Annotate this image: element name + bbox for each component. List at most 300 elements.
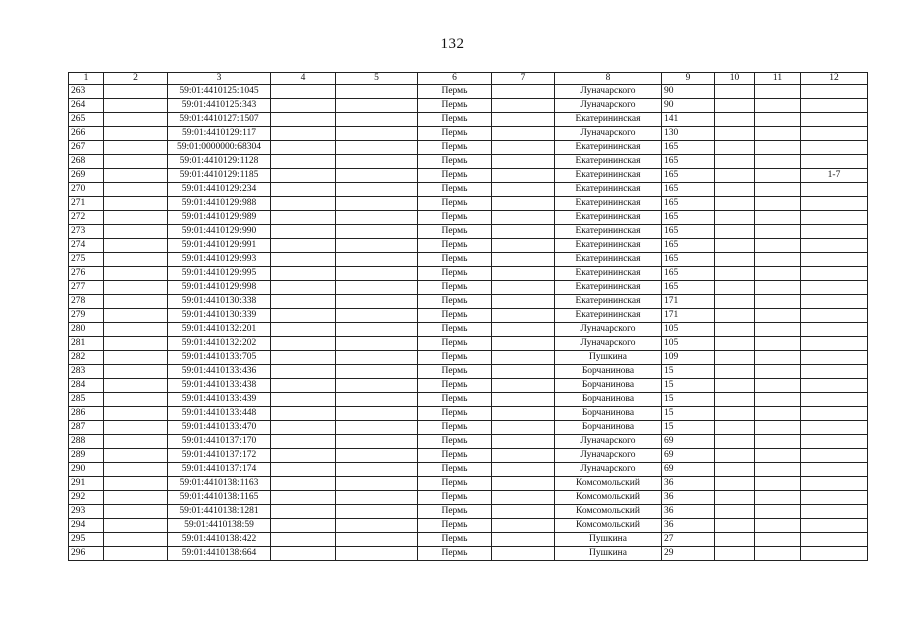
cell-col-11 — [755, 463, 801, 477]
cell-col-2 — [104, 393, 168, 407]
column-header-5: 5 — [336, 73, 418, 85]
cell-col-11 — [755, 169, 801, 183]
cell-col-2 — [104, 183, 168, 197]
cell-col-9: 15 — [662, 379, 715, 393]
table-row — [69, 99, 868, 113]
cell-col-5 — [336, 113, 418, 127]
cell-col-2 — [104, 141, 168, 155]
cell-col-7 — [492, 491, 555, 505]
cell-col-7 — [492, 211, 555, 225]
cell-col-6: Пермь — [418, 477, 492, 491]
table-row — [69, 225, 868, 239]
cell-col-3: 59:01:4410129:990 — [168, 225, 271, 239]
cell-col-12 — [801, 533, 868, 547]
cell-col-2 — [104, 533, 168, 547]
cell-col-8: Пушкина — [555, 351, 662, 365]
cell-col-7 — [492, 323, 555, 337]
cell-col-2 — [104, 407, 168, 421]
cell-col-6: Пермь — [418, 155, 492, 169]
cell-col-1: 277 — [69, 281, 104, 295]
cell-col-5 — [336, 505, 418, 519]
cell-col-12 — [801, 155, 868, 169]
cell-col-10 — [715, 183, 755, 197]
cell-col-6: Пермь — [418, 239, 492, 253]
cell-col-1: 294 — [69, 519, 104, 533]
cell-col-9: 90 — [662, 99, 715, 113]
cell-col-11 — [755, 99, 801, 113]
cell-col-5 — [336, 435, 418, 449]
cell-col-6: Пермь — [418, 519, 492, 533]
cell-col-12 — [801, 141, 868, 155]
cell-col-10 — [715, 169, 755, 183]
cell-col-1: 273 — [69, 225, 104, 239]
cell-col-3: 59:01:4410133:448 — [168, 407, 271, 421]
cell-col-1: 293 — [69, 505, 104, 519]
cell-col-9: 15 — [662, 393, 715, 407]
cell-col-3: 59:01:4410132:201 — [168, 323, 271, 337]
cell-col-4 — [271, 547, 336, 561]
table-row — [69, 183, 868, 197]
cell-col-8: Пушкина — [555, 533, 662, 547]
table-row — [69, 309, 868, 323]
cell-col-4 — [271, 141, 336, 155]
cell-col-9: 165 — [662, 253, 715, 267]
cell-col-4 — [271, 85, 336, 99]
cell-col-12 — [801, 365, 868, 379]
cell-col-6: Пермь — [418, 309, 492, 323]
cell-col-10 — [715, 407, 755, 421]
cell-col-5 — [336, 547, 418, 561]
cell-col-3: 59:01:4410138:664 — [168, 547, 271, 561]
cell-col-1: 278 — [69, 295, 104, 309]
cell-col-2 — [104, 435, 168, 449]
table-row — [69, 281, 868, 295]
cell-col-1: 283 — [69, 365, 104, 379]
table-body — [69, 85, 868, 561]
cell-col-5 — [336, 533, 418, 547]
cell-col-3: 59:01:4410138:1165 — [168, 491, 271, 505]
table-row — [69, 379, 868, 393]
cell-col-9: 171 — [662, 309, 715, 323]
cell-col-5 — [336, 477, 418, 491]
cell-col-2 — [104, 267, 168, 281]
cell-col-3: 59:01:4410133:439 — [168, 393, 271, 407]
cell-col-1: 281 — [69, 337, 104, 351]
cell-col-6: Пермь — [418, 99, 492, 113]
cell-col-6: Пермь — [418, 337, 492, 351]
cell-col-9: 29 — [662, 547, 715, 561]
cell-col-3: 59:01:4410129:1185 — [168, 169, 271, 183]
cell-col-11 — [755, 421, 801, 435]
cell-col-4 — [271, 197, 336, 211]
cell-col-11 — [755, 211, 801, 225]
cell-col-8: Луначарского — [555, 99, 662, 113]
cell-col-1: 270 — [69, 183, 104, 197]
cell-col-4 — [271, 309, 336, 323]
cell-col-3: 59:01:4410129:991 — [168, 239, 271, 253]
cell-col-1: 290 — [69, 463, 104, 477]
cell-col-4 — [271, 211, 336, 225]
cell-col-12 — [801, 309, 868, 323]
registry-table — [68, 72, 868, 561]
cell-col-12 — [801, 393, 868, 407]
cell-col-6: Пермь — [418, 421, 492, 435]
cell-col-6: Пермь — [418, 253, 492, 267]
cell-col-5 — [336, 491, 418, 505]
cell-col-3: 59:01:4410138:422 — [168, 533, 271, 547]
cell-col-9: 36 — [662, 505, 715, 519]
table-row — [69, 295, 868, 309]
table-row — [69, 519, 868, 533]
table-row — [69, 421, 868, 435]
cell-col-12 — [801, 421, 868, 435]
cell-col-9: 109 — [662, 351, 715, 365]
cell-col-10 — [715, 533, 755, 547]
table-row — [69, 141, 868, 155]
cell-col-3: 59:01:4410138:1163 — [168, 477, 271, 491]
cell-col-1: 289 — [69, 449, 104, 463]
cell-col-10 — [715, 365, 755, 379]
cell-col-7 — [492, 141, 555, 155]
cell-col-6: Пермь — [418, 197, 492, 211]
cell-col-1: 280 — [69, 323, 104, 337]
table-row — [69, 211, 868, 225]
cell-col-12 — [801, 379, 868, 393]
cell-col-9: 171 — [662, 295, 715, 309]
cell-col-4 — [271, 435, 336, 449]
cell-col-6: Пермь — [418, 127, 492, 141]
cell-col-4 — [271, 281, 336, 295]
cell-col-12 — [801, 267, 868, 281]
cell-col-10 — [715, 351, 755, 365]
cell-col-2 — [104, 127, 168, 141]
cell-col-3: 59:01:4410129:993 — [168, 253, 271, 267]
cell-col-12 — [801, 113, 868, 127]
cell-col-10 — [715, 323, 755, 337]
cell-col-9: 15 — [662, 365, 715, 379]
cell-col-12 — [801, 323, 868, 337]
cell-col-12 — [801, 337, 868, 351]
cell-col-8: Екатерининская — [555, 113, 662, 127]
cell-col-6: Пермь — [418, 379, 492, 393]
cell-col-9: 69 — [662, 463, 715, 477]
cell-col-4 — [271, 239, 336, 253]
table-row — [69, 449, 868, 463]
table-row — [69, 477, 868, 491]
cell-col-9: 36 — [662, 477, 715, 491]
cell-col-8: Екатерининская — [555, 197, 662, 211]
cell-col-9: 165 — [662, 197, 715, 211]
cell-col-3: 59:01:4410129:1128 — [168, 155, 271, 169]
cell-col-11 — [755, 533, 801, 547]
cell-col-4 — [271, 519, 336, 533]
cell-col-7 — [492, 477, 555, 491]
cell-col-10 — [715, 337, 755, 351]
cell-col-7 — [492, 449, 555, 463]
cell-col-11 — [755, 449, 801, 463]
cell-col-5 — [336, 211, 418, 225]
cell-col-5 — [336, 281, 418, 295]
cell-col-3: 59:01:4410137:172 — [168, 449, 271, 463]
cell-col-11 — [755, 141, 801, 155]
table-row — [69, 169, 868, 183]
cell-col-2 — [104, 337, 168, 351]
table-row — [69, 127, 868, 141]
column-header-10: 10 — [715, 73, 755, 85]
cell-col-12 — [801, 225, 868, 239]
cell-col-7 — [492, 113, 555, 127]
cell-col-2 — [104, 85, 168, 99]
cell-col-8: Екатерининская — [555, 169, 662, 183]
cell-col-4 — [271, 351, 336, 365]
cell-col-1: 291 — [69, 477, 104, 491]
cell-col-6: Пермь — [418, 323, 492, 337]
cell-col-1: 264 — [69, 99, 104, 113]
table-row — [69, 323, 868, 337]
cell-col-5 — [336, 253, 418, 267]
cell-col-4 — [271, 225, 336, 239]
cell-col-1: 274 — [69, 239, 104, 253]
cell-col-1: 267 — [69, 141, 104, 155]
column-header-7: 7 — [492, 73, 555, 85]
table-row — [69, 463, 868, 477]
cell-col-8: Пушкина — [555, 547, 662, 561]
cell-col-10 — [715, 225, 755, 239]
cell-col-1: 288 — [69, 435, 104, 449]
cell-col-9: 130 — [662, 127, 715, 141]
cell-col-8: Комсомольский — [555, 505, 662, 519]
cell-col-4 — [271, 127, 336, 141]
column-header-8: 8 — [555, 73, 662, 85]
cell-col-11 — [755, 547, 801, 561]
cell-col-7 — [492, 99, 555, 113]
cell-col-8: Борчанинова — [555, 393, 662, 407]
cell-col-4 — [271, 267, 336, 281]
cell-col-10 — [715, 113, 755, 127]
table-row — [69, 113, 868, 127]
cell-col-2 — [104, 155, 168, 169]
cell-col-7 — [492, 365, 555, 379]
cell-col-9: 165 — [662, 267, 715, 281]
cell-col-3: 59:01:4410127:1507 — [168, 113, 271, 127]
cell-col-9: 165 — [662, 281, 715, 295]
cell-col-6: Пермь — [418, 85, 492, 99]
table-row — [69, 253, 868, 267]
cell-col-8: Екатерининская — [555, 211, 662, 225]
cell-col-11 — [755, 127, 801, 141]
cell-col-10 — [715, 197, 755, 211]
column-header-1: 1 — [69, 73, 104, 85]
cell-col-11 — [755, 113, 801, 127]
cell-col-8: Комсомольский — [555, 477, 662, 491]
cell-col-1: 275 — [69, 253, 104, 267]
cell-col-3: 59:01:4410138:1281 — [168, 505, 271, 519]
cell-col-5 — [336, 225, 418, 239]
cell-col-10 — [715, 141, 755, 155]
cell-col-5 — [336, 421, 418, 435]
cell-col-1: 269 — [69, 169, 104, 183]
cell-col-8: Екатерининская — [555, 183, 662, 197]
cell-col-9: 165 — [662, 169, 715, 183]
cell-col-2 — [104, 519, 168, 533]
cell-col-8: Екатерининская — [555, 141, 662, 155]
cell-col-2 — [104, 253, 168, 267]
cell-col-4 — [271, 183, 336, 197]
cell-col-10 — [715, 519, 755, 533]
cell-col-11 — [755, 407, 801, 421]
cell-col-12 — [801, 407, 868, 421]
cell-col-3: 59:01:4410129:995 — [168, 267, 271, 281]
cell-col-7 — [492, 155, 555, 169]
cell-col-2 — [104, 491, 168, 505]
cell-col-4 — [271, 393, 336, 407]
cell-col-8: Луначарского — [555, 323, 662, 337]
cell-col-4 — [271, 337, 336, 351]
cell-col-12: 1-7 — [801, 169, 868, 183]
cell-col-8: Борчанинова — [555, 365, 662, 379]
cell-col-7 — [492, 197, 555, 211]
cell-col-6: Пермь — [418, 281, 492, 295]
cell-col-9: 105 — [662, 323, 715, 337]
cell-col-1: 272 — [69, 211, 104, 225]
cell-col-5 — [336, 309, 418, 323]
cell-col-5 — [336, 183, 418, 197]
table-row — [69, 365, 868, 379]
cell-col-7 — [492, 239, 555, 253]
cell-col-9: 165 — [662, 183, 715, 197]
cell-col-5 — [336, 85, 418, 99]
cell-col-4 — [271, 463, 336, 477]
cell-col-1: 286 — [69, 407, 104, 421]
cell-col-2 — [104, 197, 168, 211]
cell-col-10 — [715, 309, 755, 323]
cell-col-12 — [801, 435, 868, 449]
cell-col-7 — [492, 225, 555, 239]
cell-col-10 — [715, 463, 755, 477]
cell-col-5 — [336, 379, 418, 393]
cell-col-1: 265 — [69, 113, 104, 127]
column-header-3: 3 — [168, 73, 271, 85]
cell-col-2 — [104, 309, 168, 323]
cell-col-2 — [104, 449, 168, 463]
cell-col-9: 27 — [662, 533, 715, 547]
cell-col-11 — [755, 183, 801, 197]
cell-col-3: 59:01:4410129:989 — [168, 211, 271, 225]
cell-col-6: Пермь — [418, 449, 492, 463]
cell-col-1: 282 — [69, 351, 104, 365]
table-row — [69, 505, 868, 519]
cell-col-3: 59:01:4410129:117 — [168, 127, 271, 141]
cell-col-1: 285 — [69, 393, 104, 407]
cell-col-1: 271 — [69, 197, 104, 211]
cell-col-10 — [715, 239, 755, 253]
cell-col-6: Пермь — [418, 169, 492, 183]
cell-col-4 — [271, 169, 336, 183]
cell-col-12 — [801, 85, 868, 99]
cell-col-6: Пермь — [418, 113, 492, 127]
table-row — [69, 337, 868, 351]
cell-col-3: 59:01:4410129:234 — [168, 183, 271, 197]
cell-col-5 — [336, 267, 418, 281]
cell-col-11 — [755, 505, 801, 519]
cell-col-1: 268 — [69, 155, 104, 169]
cell-col-1: 279 — [69, 309, 104, 323]
cell-col-3: 59:01:4410129:998 — [168, 281, 271, 295]
cell-col-12 — [801, 281, 868, 295]
cell-col-9: 15 — [662, 407, 715, 421]
cell-col-12 — [801, 295, 868, 309]
cell-col-11 — [755, 85, 801, 99]
cell-col-5 — [336, 155, 418, 169]
cell-col-8: Екатерининская — [555, 309, 662, 323]
cell-col-7 — [492, 85, 555, 99]
cell-col-7 — [492, 547, 555, 561]
cell-col-11 — [755, 519, 801, 533]
cell-col-12 — [801, 519, 868, 533]
cell-col-8: Комсомольский — [555, 519, 662, 533]
cell-col-11 — [755, 295, 801, 309]
cell-col-6: Пермь — [418, 393, 492, 407]
cell-col-7 — [492, 281, 555, 295]
cell-col-1: 263 — [69, 85, 104, 99]
cell-col-1: 287 — [69, 421, 104, 435]
cell-col-10 — [715, 127, 755, 141]
cell-col-11 — [755, 197, 801, 211]
column-header-12: 12 — [801, 73, 868, 85]
cell-col-6: Пермь — [418, 463, 492, 477]
cell-col-9: 36 — [662, 519, 715, 533]
cell-col-8: Луначарского — [555, 85, 662, 99]
cell-col-2 — [104, 505, 168, 519]
cell-col-9: 165 — [662, 225, 715, 239]
cell-col-5 — [336, 169, 418, 183]
cell-col-7 — [492, 519, 555, 533]
cell-col-8: Луначарского — [555, 337, 662, 351]
column-header-11: 11 — [755, 73, 801, 85]
cell-col-2 — [104, 547, 168, 561]
cell-col-2 — [104, 239, 168, 253]
cell-col-7 — [492, 393, 555, 407]
cell-col-5 — [336, 141, 418, 155]
cell-col-7 — [492, 435, 555, 449]
cell-col-3: 59:01:4410132:202 — [168, 337, 271, 351]
cell-col-3: 59:01:4410137:174 — [168, 463, 271, 477]
cell-col-1: 276 — [69, 267, 104, 281]
cell-col-5 — [336, 323, 418, 337]
cell-col-6: Пермь — [418, 267, 492, 281]
table-row — [69, 155, 868, 169]
cell-col-12 — [801, 197, 868, 211]
cell-col-3: 59:01:4410133:438 — [168, 379, 271, 393]
cell-col-5 — [336, 295, 418, 309]
cell-col-8: Луначарского — [555, 127, 662, 141]
cell-col-12 — [801, 99, 868, 113]
cell-col-11 — [755, 155, 801, 169]
cell-col-10 — [715, 505, 755, 519]
cell-col-10 — [715, 99, 755, 113]
cell-col-9: 69 — [662, 449, 715, 463]
cell-col-4 — [271, 295, 336, 309]
cell-col-5 — [336, 337, 418, 351]
cell-col-10 — [715, 267, 755, 281]
cell-col-10 — [715, 393, 755, 407]
cell-col-11 — [755, 225, 801, 239]
cell-col-8: Борчанинова — [555, 379, 662, 393]
cell-col-11 — [755, 379, 801, 393]
column-header-2: 2 — [104, 73, 168, 85]
cell-col-4 — [271, 113, 336, 127]
table-row — [69, 547, 868, 561]
